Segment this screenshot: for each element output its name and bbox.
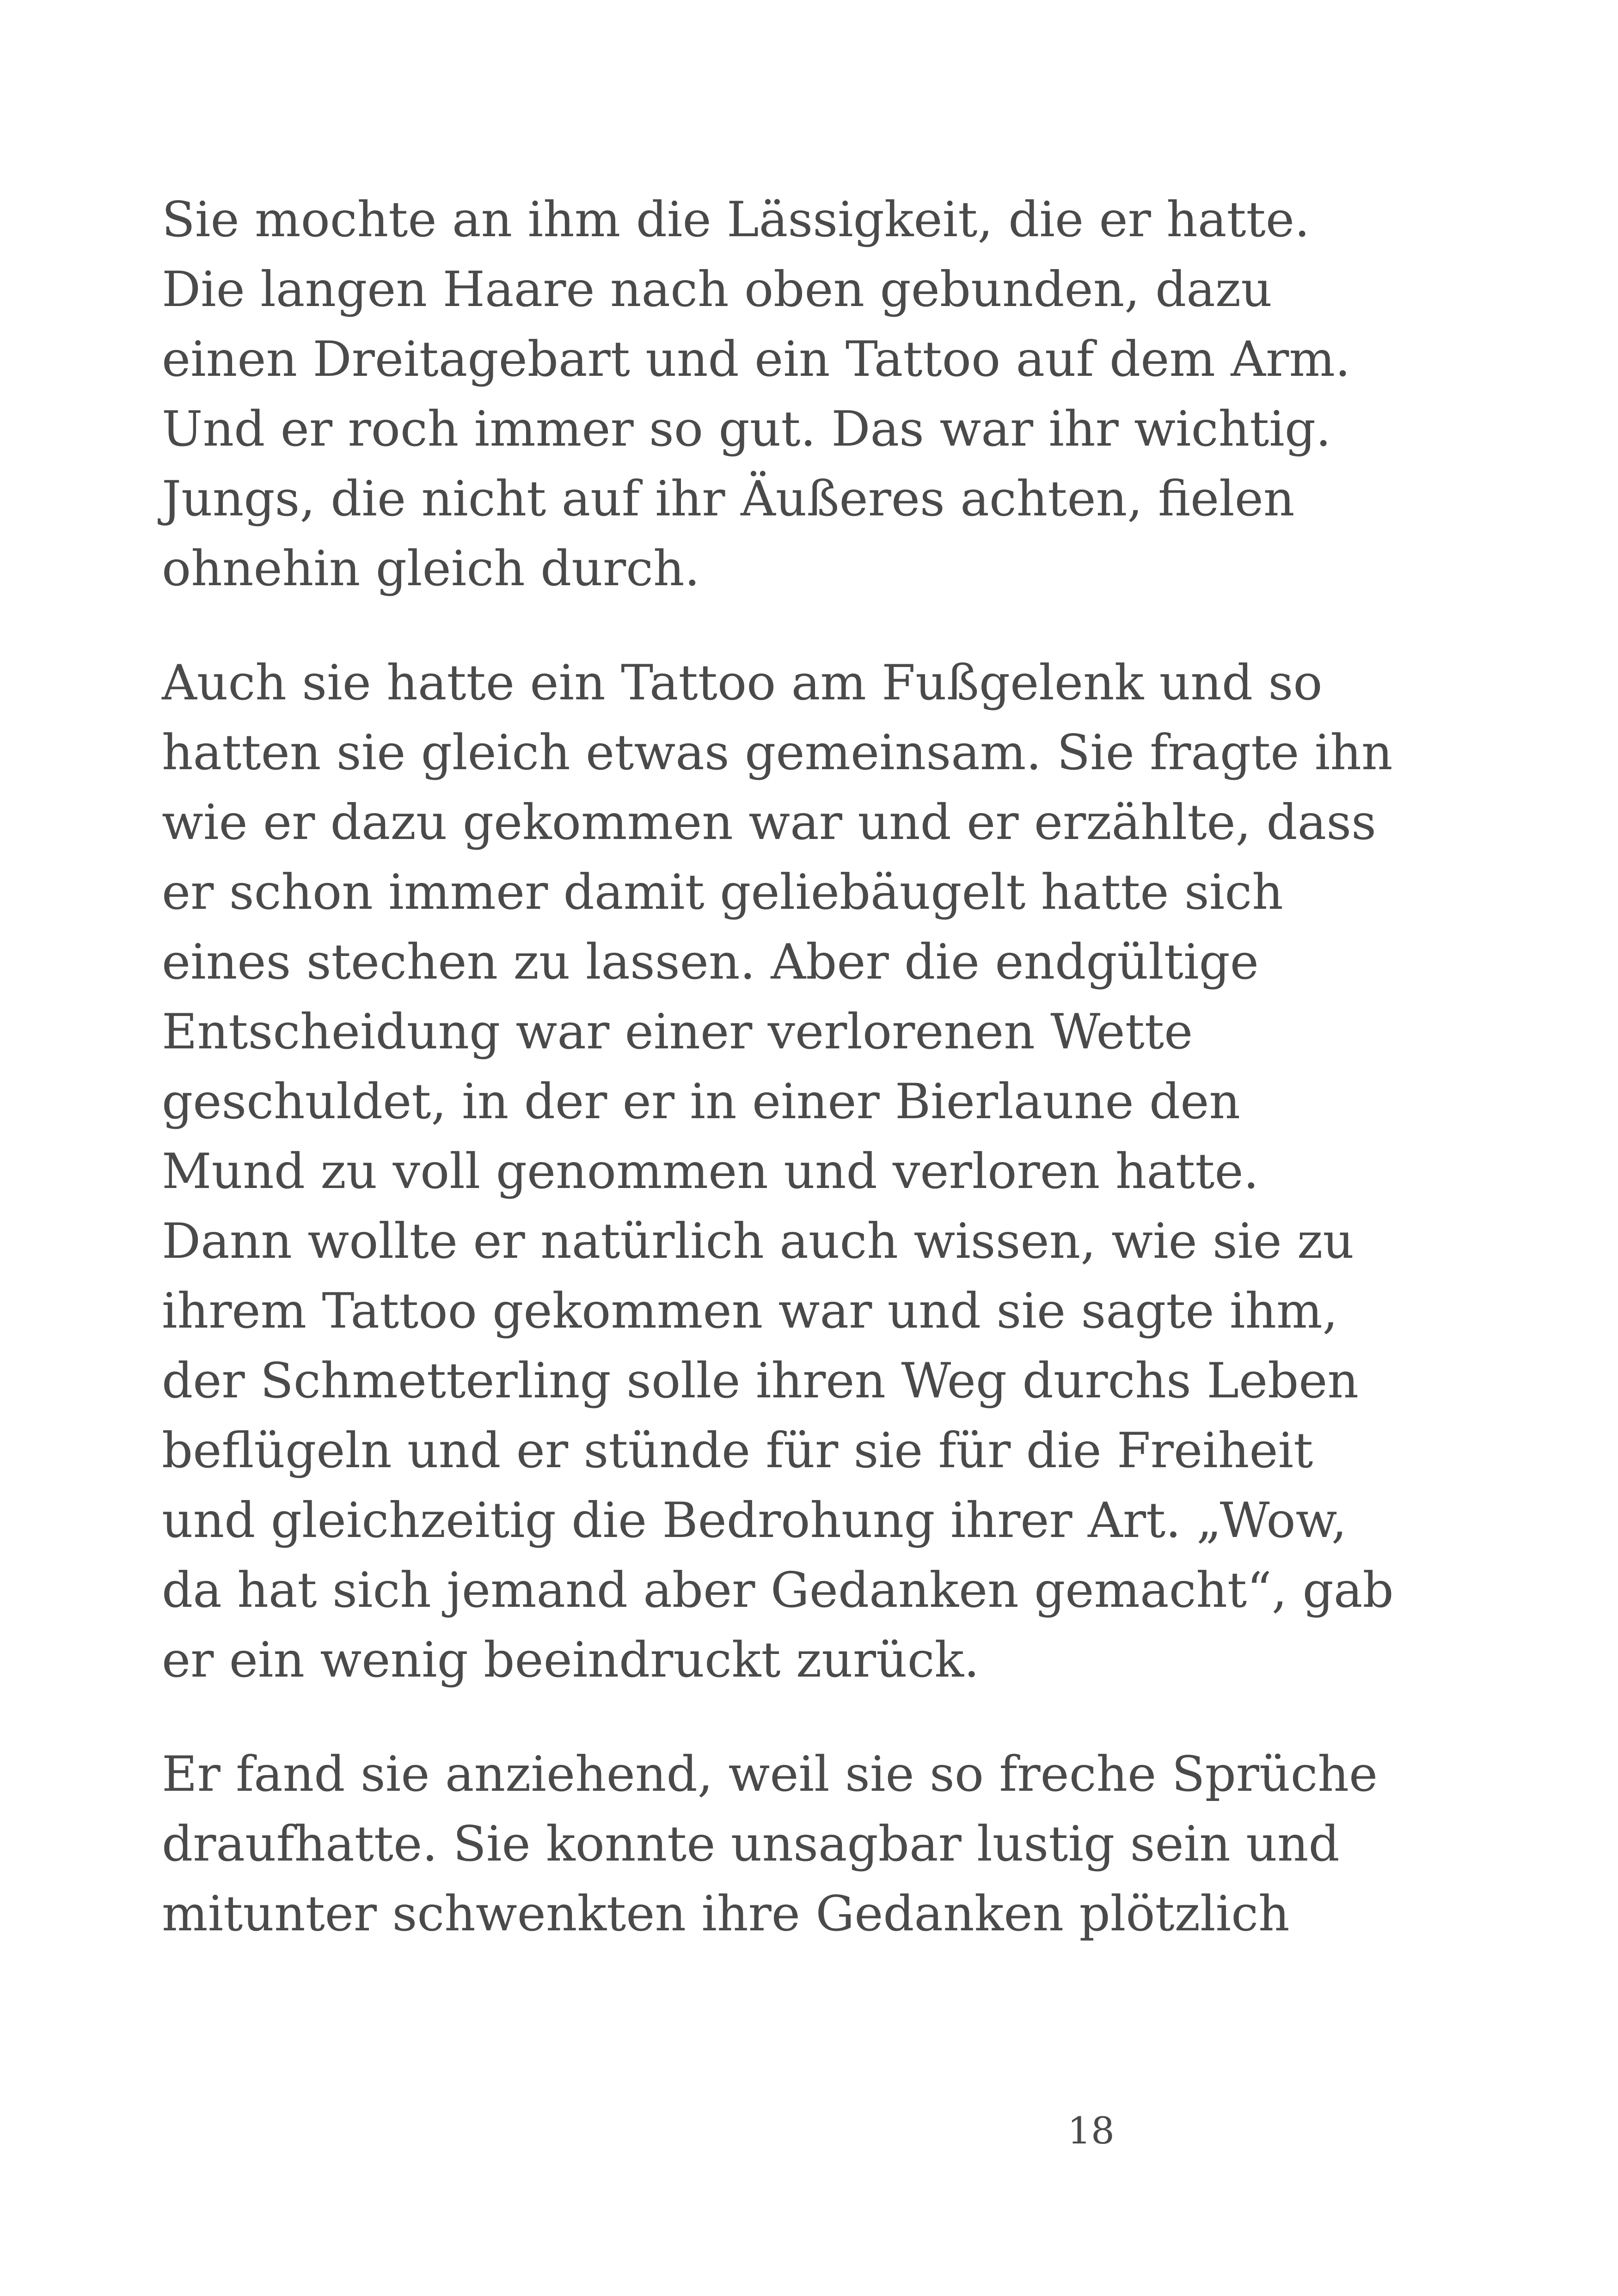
text-line: er schon immer damit geliebäugelt hatte sich (162, 864, 1283, 920)
text-line: da hat sich jemand aber Gedanken gemacht“, gab (162, 1562, 1394, 1618)
text-line: Sie mochte an ihm die Lässigkeit, die er hatte. (162, 191, 1310, 248)
text-line: mitunter schwenkten ihre Gedanken plötzlich (162, 1886, 1290, 1942)
paragraph-1 (162, 185, 1479, 604)
body-text (162, 185, 1479, 1993)
text-line: beflügeln und er stünde für sie für die Freiheit (162, 1422, 1313, 1479)
text-line: wie er dazu gekommen war und er erzählte, dass (162, 794, 1376, 851)
text-line: eines stechen zu lassen. Aber die endgültige (162, 934, 1259, 990)
text-line: der Schmetterling solle ihren Weg durchs Leben (162, 1353, 1359, 1409)
page-number: 18 (1067, 2109, 1115, 2152)
text-line: Auch sie hatte ein Tattoo am Fußgelenk und so (162, 655, 1323, 711)
text-line: und gleichzeitig die Bedrohung ihrer Art. „Wow, (162, 1492, 1347, 1549)
text-line: ihrem Tattoo gekommen war und sie sagte ihm, (162, 1283, 1338, 1339)
text-line: ohnehin gleich durch. (162, 540, 700, 597)
text-line: Die langen Haare nach oben gebunden, dazu (162, 261, 1272, 318)
text-line: Jungs, die nicht auf ihr Äußeres achten, fielen (162, 471, 1295, 527)
text-line: hatten sie gleich etwas gemeinsam. Sie fragte ihn (162, 724, 1393, 781)
text-line: Entscheidung war einer verlorenen Wette (162, 1004, 1193, 1060)
paragraph-2 (162, 648, 1479, 1695)
paragraph-3 (162, 1739, 1479, 1949)
text-line: Er fand sie anziehend, weil sie so freche Sprüche (162, 1746, 1378, 1802)
text-line: er ein wenig beeindruckt zurück. (162, 1632, 980, 1688)
text-line: Dann wollte er natürlich auch wissen, wie sie zu (162, 1213, 1354, 1269)
text-line: einen Dreitagebart und ein Tattoo auf dem Arm. (162, 331, 1351, 387)
text-line: Mund zu voll genommen und verloren hatte. (162, 1143, 1259, 1200)
text-line: draufhatte. Sie konnte unsagbar lustig sein und (162, 1816, 1340, 1872)
text-line: Und er roch immer so gut. Das war ihr wichtig. (162, 401, 1331, 457)
text-line: geschuldet, in der er in einer Bierlaune den (162, 1073, 1241, 1130)
